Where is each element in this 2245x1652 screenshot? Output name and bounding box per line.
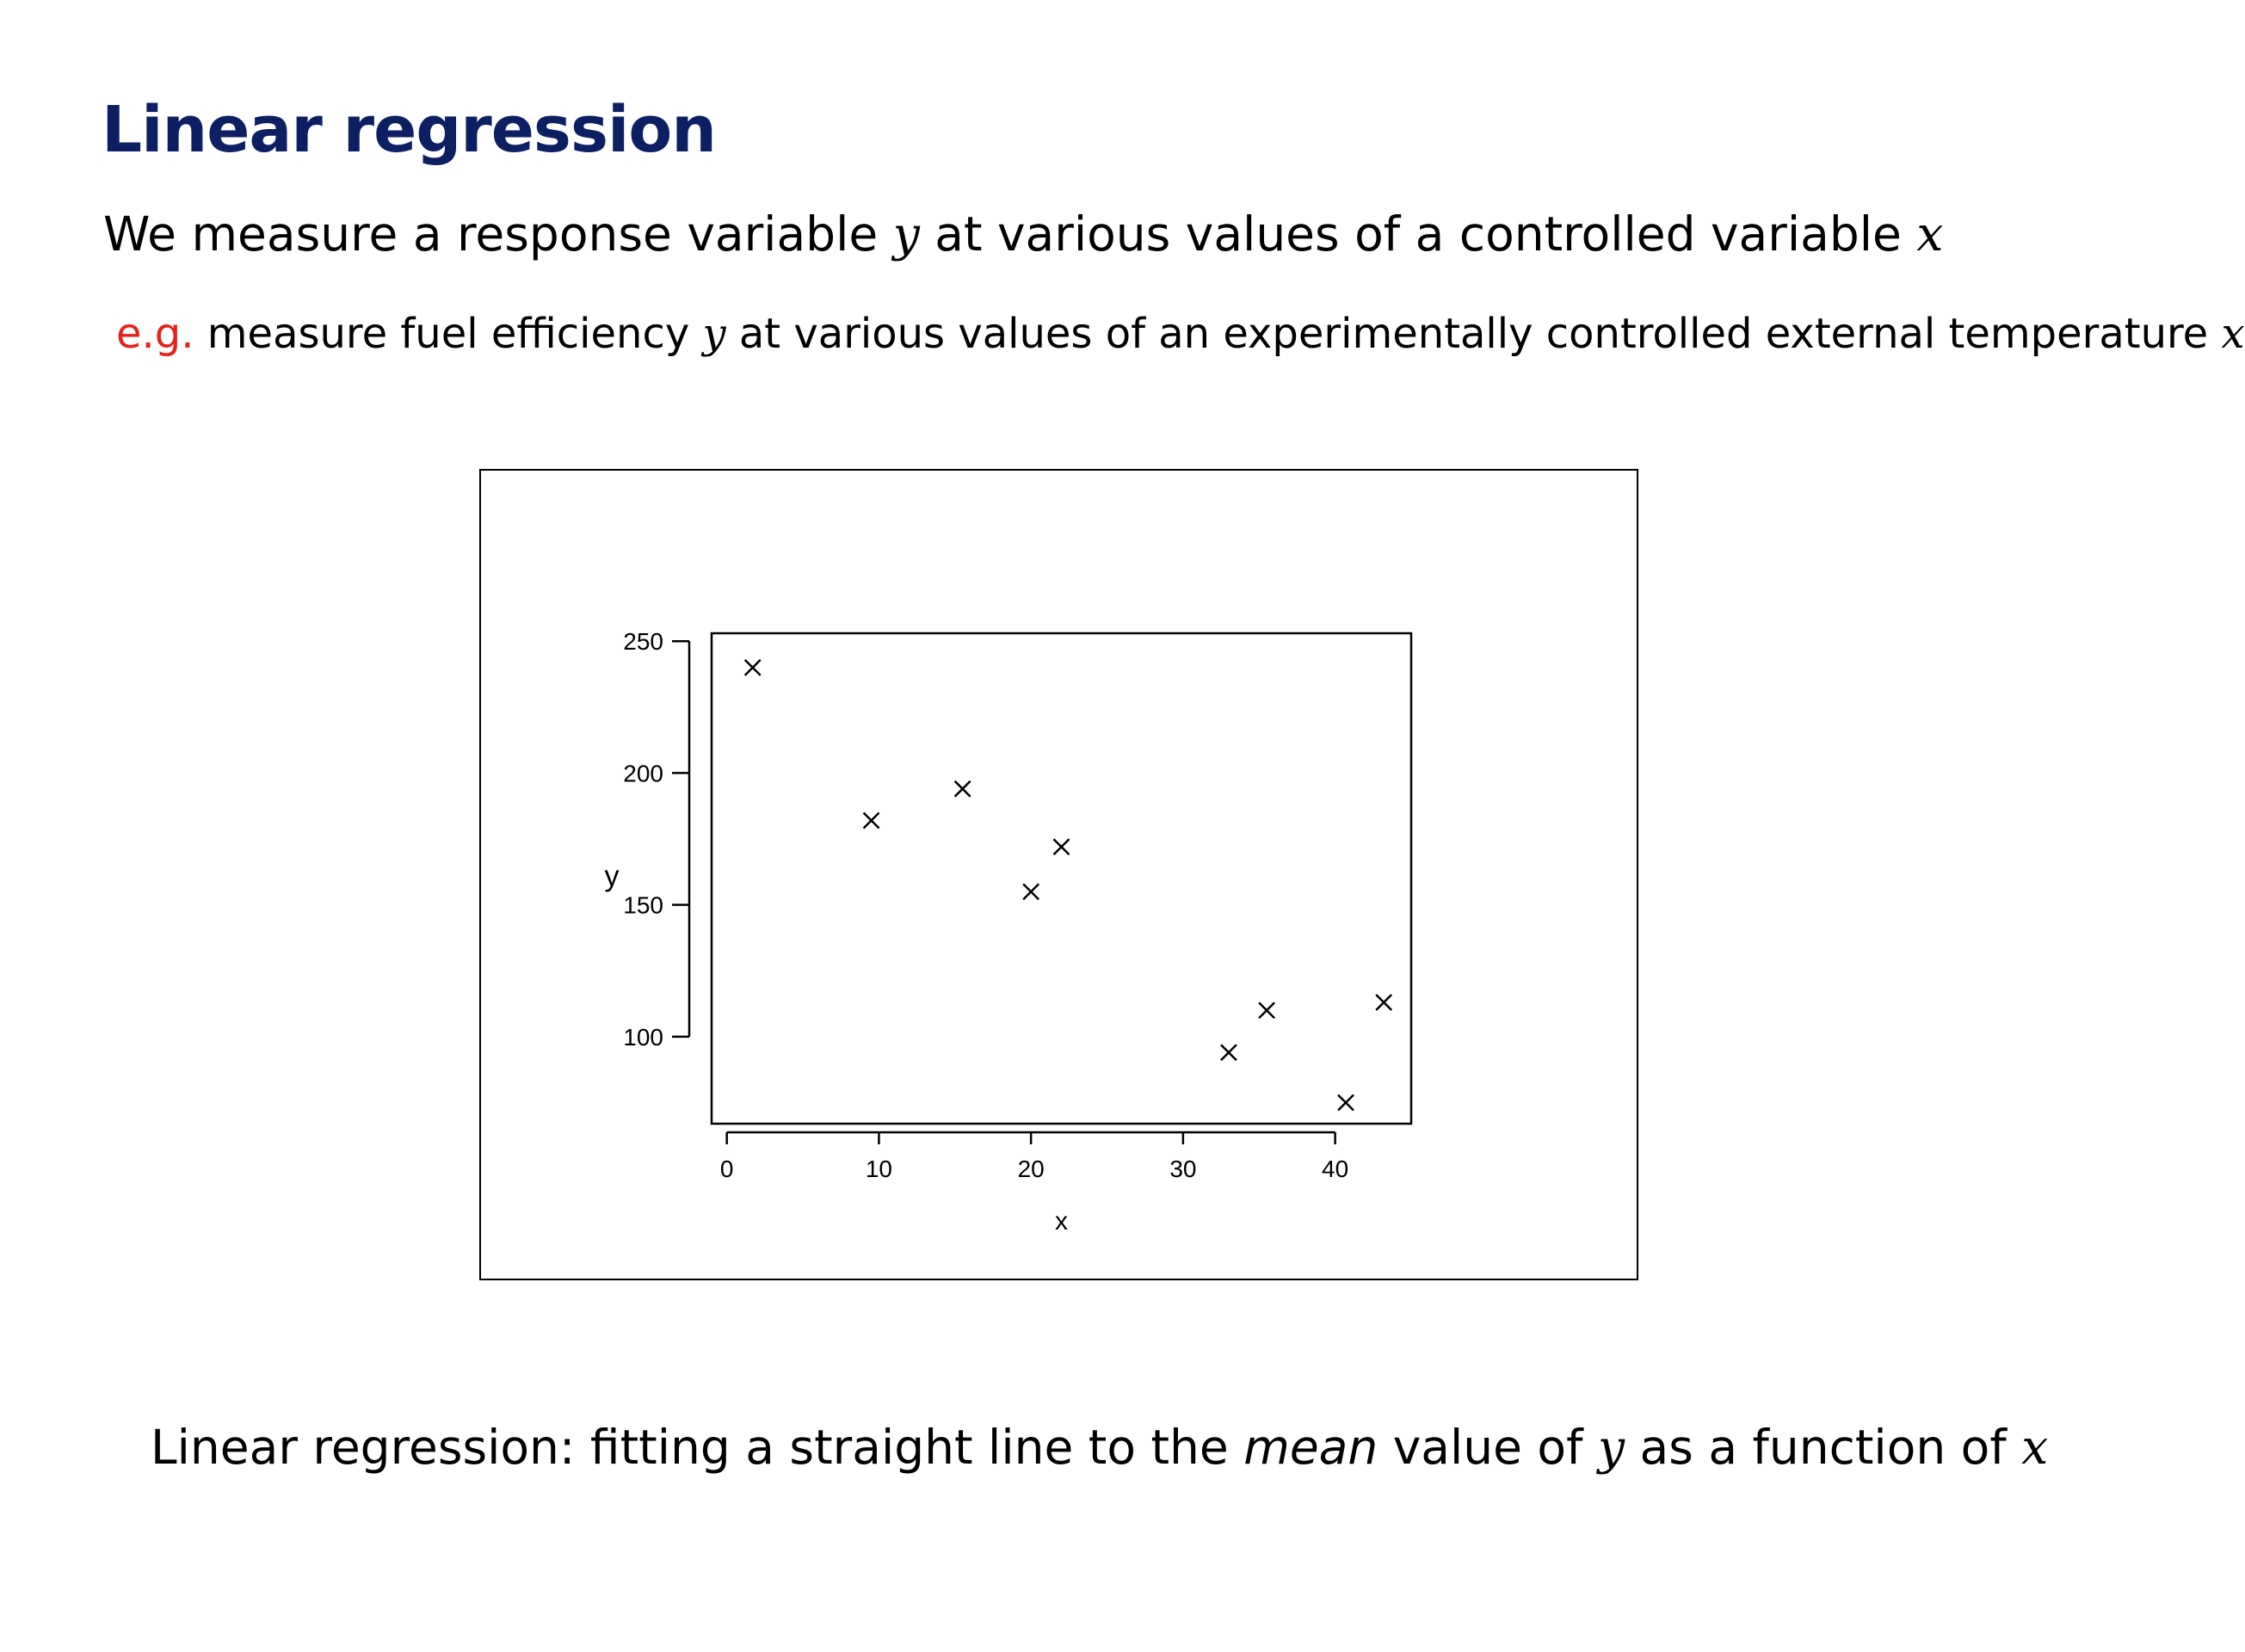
- scatter-plot: [481, 471, 1637, 1279]
- data-point: [864, 813, 879, 829]
- slide-title: Linear regression: [102, 93, 716, 167]
- y-tick-label: 150: [623, 891, 663, 919]
- example-sentence: [116, 310, 2245, 358]
- summary-variable-y: y: [1597, 1420, 1625, 1475]
- data-point: [1023, 884, 1039, 899]
- summary-text-start: Linear regression: fitting a straight line to the: [151, 1420, 1244, 1475]
- data-point: [1221, 1045, 1237, 1060]
- intro-text-middle: at various values of a controlled variable: [919, 206, 1917, 262]
- data-point: [1054, 839, 1070, 854]
- summary-sentence: [151, 1420, 2048, 1475]
- controlled-variable-x: x: [1916, 206, 1944, 262]
- figure-frame: [479, 469, 1638, 1280]
- x-tick-label: 10: [865, 1156, 892, 1182]
- x-tick-label: 40: [1322, 1156, 1349, 1182]
- intro-text-start: We measure a response variable: [103, 206, 893, 262]
- example-text-start: measure fuel efficiency: [194, 310, 703, 358]
- summary-mean-word: mean: [1243, 1420, 1378, 1475]
- x-tick-label: 30: [1169, 1156, 1197, 1182]
- summary-text-middle: as a function of: [1625, 1420, 2022, 1475]
- y-tick-label: 200: [623, 760, 663, 787]
- summary-text-value-of: value of: [1378, 1420, 1598, 1475]
- y-axis-label: y: [604, 860, 620, 893]
- data-point: [955, 781, 971, 797]
- example-prefix: e.g.: [116, 310, 194, 358]
- response-variable-y: y: [892, 206, 920, 262]
- x-axis-label: x: [1055, 1207, 1068, 1236]
- x-tick-label: 20: [1017, 1156, 1045, 1182]
- data-point: [1376, 995, 1391, 1010]
- plot-box: [712, 633, 1411, 1124]
- example-text-middle: at various values of an experimentally controlled external temperature: [725, 310, 2222, 358]
- y-tick-label: 250: [623, 628, 663, 656]
- example-variable-x: x: [2221, 310, 2245, 358]
- summary-variable-x: x: [2021, 1420, 2049, 1475]
- intro-sentence: [103, 206, 1943, 262]
- data-point: [745, 660, 761, 675]
- data-point: [1259, 1002, 1274, 1018]
- x-tick-label: 0: [719, 1156, 734, 1182]
- data-point: [1338, 1094, 1354, 1110]
- y-tick-label: 100: [623, 1023, 663, 1051]
- example-variable-y: y: [702, 310, 726, 358]
